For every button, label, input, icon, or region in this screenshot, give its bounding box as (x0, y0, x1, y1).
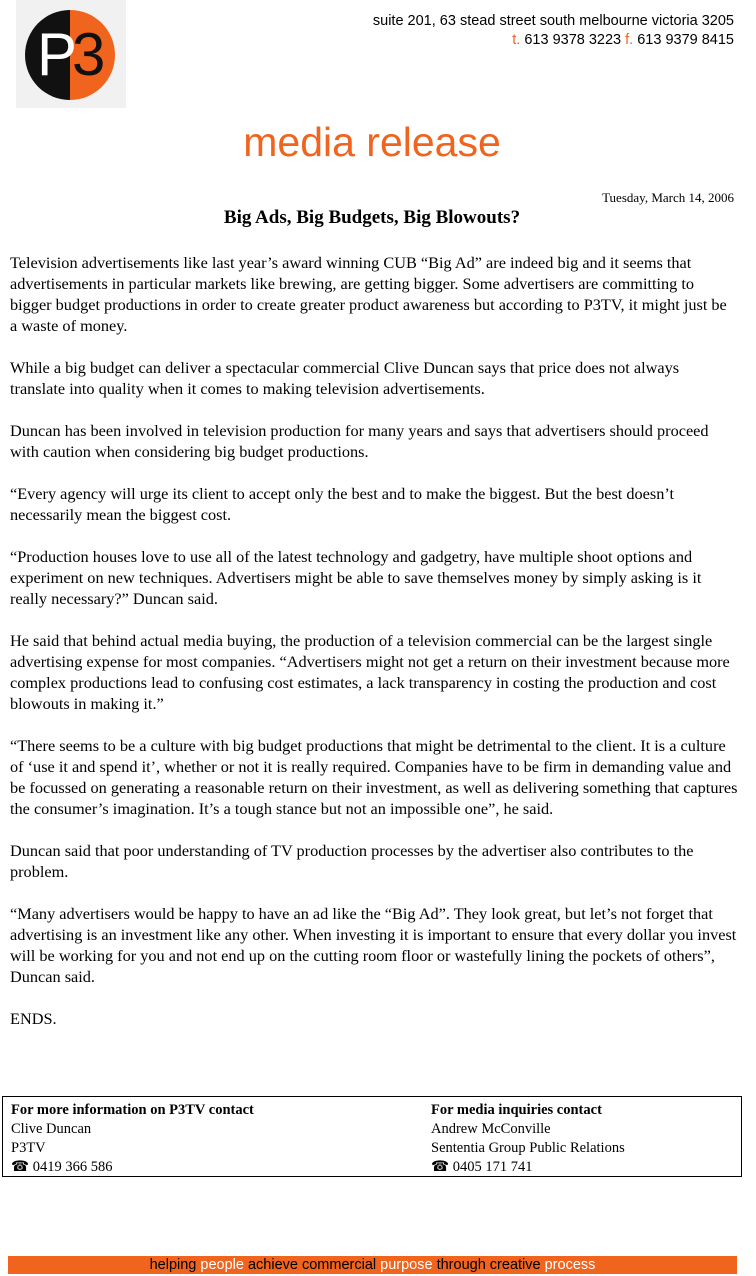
contact-phone-line (11, 1158, 254, 1177)
contact-heading: For more information on P3TV contact (11, 1102, 254, 1118)
media-release-title: media release (243, 119, 501, 165)
contact-name: Clive Duncan (11, 1121, 92, 1137)
paragraph: “Every agency will urge its client to accept only the best and to make the biggest. But the best doesn’t necessarily mean the biggest cost. (10, 484, 675, 524)
paragraph: Duncan has been involved in television production for many years and says that advertisers should proceed with caution when considering big budget productions. (10, 421, 709, 461)
tagline-word: through creative (436, 1257, 541, 1273)
address-block (373, 12, 734, 50)
fax-number: 613 9379 8415 (637, 32, 734, 48)
logo-digit-3: 3 (72, 21, 106, 88)
logo (16, 0, 126, 108)
phone-icon: ☎ (431, 1159, 450, 1175)
street-address: suite 201, 63 stead street south melbourne victoria 3205 (372, 13, 734, 29)
contact-org: P3TV (11, 1140, 46, 1156)
contact-phone-line (431, 1158, 625, 1177)
p3tv-contact (11, 1101, 254, 1177)
media-contact (431, 1101, 625, 1177)
paragraph: While a big budget can deliver a spectacular commercial Clive Duncan says that price does not always translate into quality when it comes to making television advertisements. (10, 358, 680, 398)
ends-marker: ENDS. (10, 1009, 57, 1028)
contact-heading: For media inquiries contact (431, 1102, 602, 1118)
contact-name: Andrew McConville (431, 1121, 551, 1137)
paragraph: “Production houses love to use all of the latest technology and gadgetry, have multiple shoot options and experiment on new techniques. Advertisers might be able to save themselves money by simply asking is it really necessary?” Duncan said. (10, 547, 702, 608)
tagline-footer (8, 1256, 737, 1274)
phone-number: 613 9378 3223 (524, 32, 622, 48)
phone-label: t. (512, 32, 521, 48)
release-date: Tuesday, March 14, 2006 (602, 190, 734, 205)
contact-phone: 0405 171 741 (452, 1159, 533, 1175)
tagline-word: helping (149, 1257, 197, 1273)
paragraph: “Many advertisers would be happy to have an ad like the “Big Ad”. They look great, but let’s not forget that advertising is an investment like any other. When investing it is important to ensure that every dollar you invest will be working for you and not end up on the cutting room floor or wastefully lining the pockets of others”, Duncan said. (10, 904, 737, 986)
contact-phone: 0419 366 586 (32, 1159, 113, 1175)
tagline-word-highlight: process (544, 1257, 596, 1273)
paragraph: Duncan said that poor understanding of TV production processes by the advertiser also contributes to the problem. (10, 841, 694, 881)
phone-icon: ☎ (11, 1159, 30, 1175)
contact-box (2, 1096, 742, 1177)
tagline-word-highlight: people (200, 1257, 244, 1273)
paragraph: He said that behind actual media buying, the production of a television commercial can be the largest single advertising expense for most companies. “Advertisers might not get a return on their investment because more complex productions lead to confusing cost estimates, a lack transparency in costing the production and cost blowouts in making it.” (10, 631, 730, 713)
article-body (10, 252, 738, 1050)
tagline-word: achieve commercial (247, 1257, 377, 1273)
p3-logo-icon (25, 10, 115, 100)
headline: Big Ads, Big Budgets, Big Blowouts? (223, 207, 521, 228)
fax-label: f. (625, 32, 634, 48)
logo-letter-p: P (37, 21, 78, 88)
paragraph: “There seems to be a culture with big budget productions that might be detrimental to the client. It is a culture of ‘use it and spend it’, whether or not it is really required. Companies have to be firm in demanding value and be focussed on generating a reasonable return on their investment, as well as delivering something that captures the consumer’s imagination. It’s a tough stance but not an impossible one”, he said. (10, 736, 738, 818)
phone-fax-line (373, 31, 734, 50)
tagline-word-highlight: purpose (380, 1257, 433, 1273)
contact-org: Sententia Group Public Relations (431, 1140, 625, 1156)
paragraph: Television advertisements like last year’s award winning CUB “Big Ad” are indeed big and it seems that advertisements in particular markets like brewing, are getting bigger. Some advertisers are committing to bigger budget productions in order to create greater product awareness but according to P3TV, it might just be a waste of money. (10, 253, 727, 335)
